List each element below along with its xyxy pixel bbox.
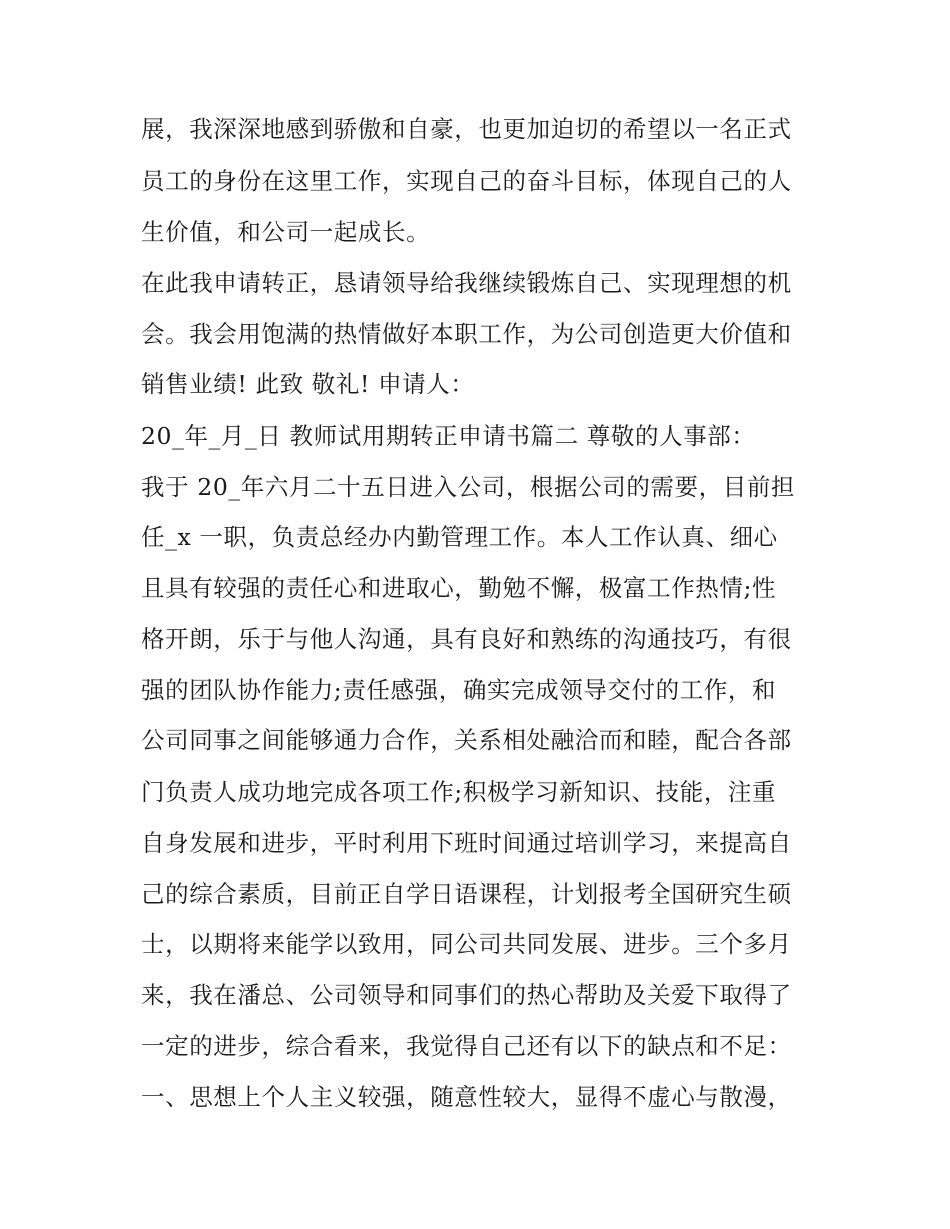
- text-line: 一定的进步，综合看来，我觉得自己还有以下的缺点和不足：: [141, 1032, 792, 1060]
- text-line: 员工的身份在这里工作，实现自己的奋斗目标，体现自己的人: [141, 167, 792, 195]
- text-line: 生价值，和公司一起成长。: [141, 218, 431, 246]
- text-line: 任_x 一职，负责总经办内勤管理工作。本人工作认真、细心: [141, 523, 778, 551]
- text-line: 己的综合素质，目前正自学日语课程，计划报考全国研究生硕: [141, 880, 792, 908]
- text-line: 展，我深深地感到骄傲和自豪，也更加迫切的希望以一名正式: [141, 115, 792, 143]
- text-line: 士，以期将来能学以致用，同公司共同发展、进步。三个多月: [141, 930, 792, 958]
- text-line: 门负责人成功地完成各项工作;积极学习新知识、技能，注重: [141, 778, 777, 806]
- text-line: 我于 20_年六月二十五日进入公司，根据公司的需要，目前担: [141, 473, 796, 501]
- text-line: 20_年_月_日 教师试用期转正申请书篇二 尊敬的人事部：: [141, 422, 756, 450]
- text-line: 且具有较强的责任心和进取心，勤勉不懈，极富工作热情;性: [141, 574, 777, 602]
- text-line: 强的团队协作能力;责任感强，确实完成领导交付的工作，和: [141, 676, 777, 704]
- text-line: 会。我会用饱满的热情做好本职工作，为公司创造更大价值和: [141, 320, 792, 348]
- text-line: 在此我申请转正，恳请领导给我继续锻炼自己、实现理想的机: [141, 269, 792, 297]
- text-line: 格开朗，乐于与他人沟通，具有良好和熟练的沟通技巧，有很: [141, 625, 792, 653]
- text-line: 公司同事之间能够通力合作，关系相处融洽而和睦，配合各部: [141, 726, 792, 754]
- text-line: 一、思想上个人主义较强，随意性较大，显得不虚心与散漫，: [141, 1083, 792, 1111]
- text-line: 销售业绩! 此致 敬礼! 申请人：: [141, 370, 475, 398]
- text-line: 来，我在潘总、公司领导和同事们的热心帮助及关爱下取得了: [141, 981, 792, 1009]
- text-line: 自身发展和进步，平时利用下班时间通过培训学习，来提高自: [141, 829, 792, 857]
